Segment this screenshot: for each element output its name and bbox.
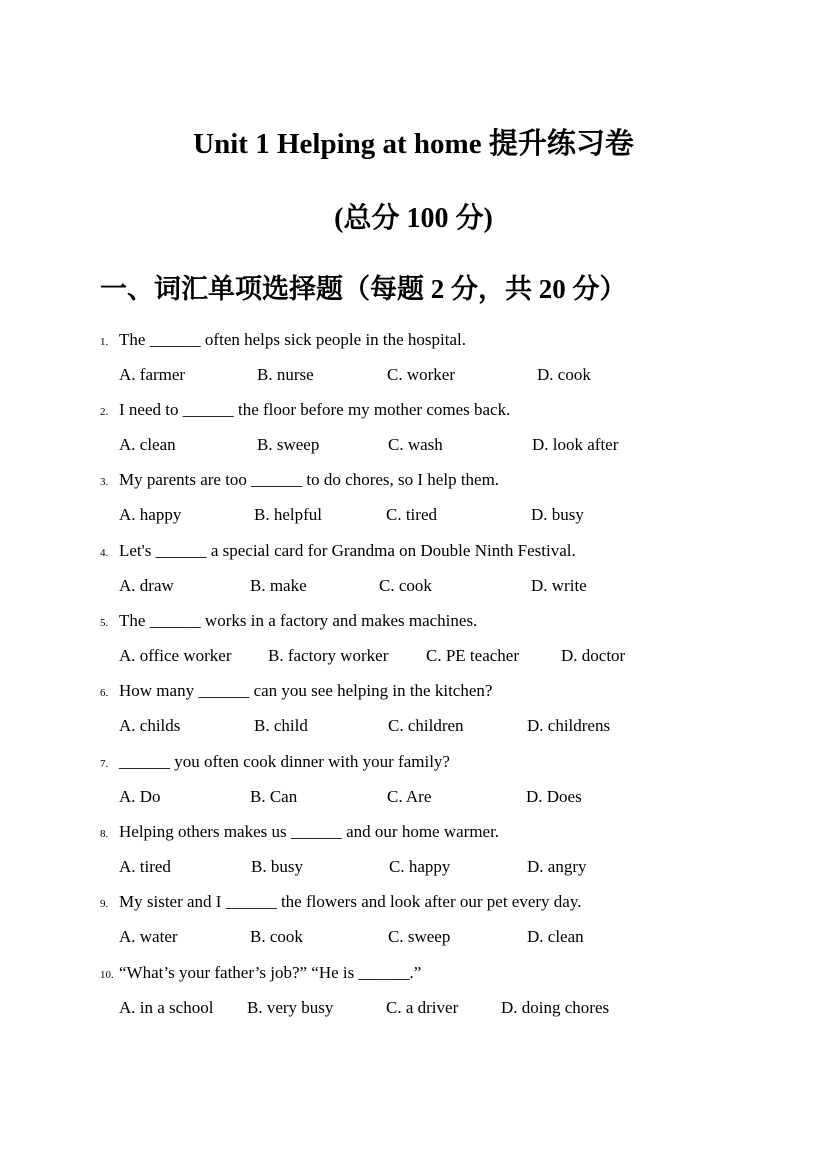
option-a: A. tired	[119, 857, 171, 876]
option-d: D. clean	[527, 927, 584, 946]
question-5	[100, 609, 477, 633]
section-heading: 一、词汇单项选择题（每题 2 分，共 20 分）	[100, 274, 627, 304]
question-text: The ______ works in a factory and makes machines.	[119, 611, 478, 630]
option-a: A. draw	[119, 576, 174, 595]
option-d: D. Does	[526, 787, 582, 806]
option-b: B. sweep	[257, 435, 320, 454]
option-b: B. make	[250, 576, 307, 595]
option-c: C. Are	[387, 787, 432, 806]
option-a: A. in a school	[119, 998, 214, 1017]
option-b: B. nurse	[257, 365, 314, 384]
question-number: 4.	[100, 547, 109, 559]
question-number: 7.	[100, 758, 109, 770]
question-number: 5.	[100, 617, 109, 629]
option-a: A. childs	[119, 716, 181, 735]
question-number: 10.	[100, 969, 114, 981]
question-3	[100, 468, 499, 492]
question-7	[100, 750, 450, 774]
option-b: B. factory worker	[268, 646, 389, 665]
document-title: Unit 1 Helping at home 提升练习卷	[193, 128, 634, 160]
option-c: C. tired	[386, 505, 437, 524]
option-c: C. a driver	[386, 998, 459, 1017]
option-a: A. Do	[119, 787, 161, 806]
option-b: B. child	[254, 716, 308, 735]
question-text: ______ you often cook dinner with your family?	[119, 752, 450, 771]
option-d: D. doctor	[561, 646, 626, 665]
option-b: B. very busy	[247, 998, 334, 1017]
question-text: My parents are too ______ to do chores, so I help them.	[119, 470, 500, 489]
question-text: How many ______ can you see helping in the kitchen?	[119, 681, 493, 700]
question-1	[100, 328, 466, 352]
question-text: I need to ______ the floor before my mother comes back.	[119, 400, 511, 419]
question-number: 3.	[100, 476, 109, 488]
option-c: C. worker	[387, 365, 455, 384]
option-c: C. cook	[379, 576, 432, 595]
question-number: 2.	[100, 406, 109, 418]
option-d: D. cook	[537, 365, 591, 384]
question-text: The ______ often helps sick people in the hospital.	[119, 330, 467, 349]
question-text: My sister and I ______ the flowers and look after our pet every day.	[119, 892, 582, 911]
question-number: 9.	[100, 898, 109, 910]
document-subtitle: (总分 100 分)	[334, 203, 493, 234]
question-number: 8.	[100, 828, 109, 840]
question-2	[100, 398, 510, 422]
question-text: Helping others makes us ______ and our home warmer.	[119, 822, 500, 841]
option-c: C. children	[388, 716, 464, 735]
question-4	[100, 539, 576, 563]
option-c: C. sweep	[388, 927, 451, 946]
question-6	[100, 679, 492, 703]
question-text: “What’s your father’s job?” “He is ______.”	[119, 963, 422, 982]
question-8	[100, 820, 499, 844]
option-c: C. PE teacher	[426, 646, 519, 665]
option-d: D. childrens	[527, 716, 611, 735]
option-a: A. farmer	[119, 365, 186, 384]
question-text: Let's ______ a special card for Grandma on Double Ninth Festival.	[119, 541, 576, 560]
option-c: C. happy	[389, 857, 451, 876]
option-d: D. look after	[532, 435, 619, 454]
option-b: B. busy	[251, 857, 303, 876]
option-d: D. angry	[527, 857, 587, 876]
option-a: A. water	[119, 927, 178, 946]
option-a: A. office worker	[119, 646, 232, 665]
question-9	[100, 890, 582, 914]
question-10	[100, 961, 421, 985]
option-b: B. cook	[250, 927, 303, 946]
option-a: A. happy	[119, 505, 182, 524]
option-a: A. clean	[119, 435, 176, 454]
question-number: 1.	[100, 336, 109, 348]
option-b: B. helpful	[254, 505, 322, 524]
option-d: D. doing chores	[501, 998, 610, 1017]
question-number: 6.	[100, 687, 109, 699]
option-b: B. Can	[250, 787, 298, 806]
option-d: D. busy	[531, 505, 584, 524]
option-c: C. wash	[388, 435, 443, 454]
option-d: D. write	[531, 576, 587, 595]
